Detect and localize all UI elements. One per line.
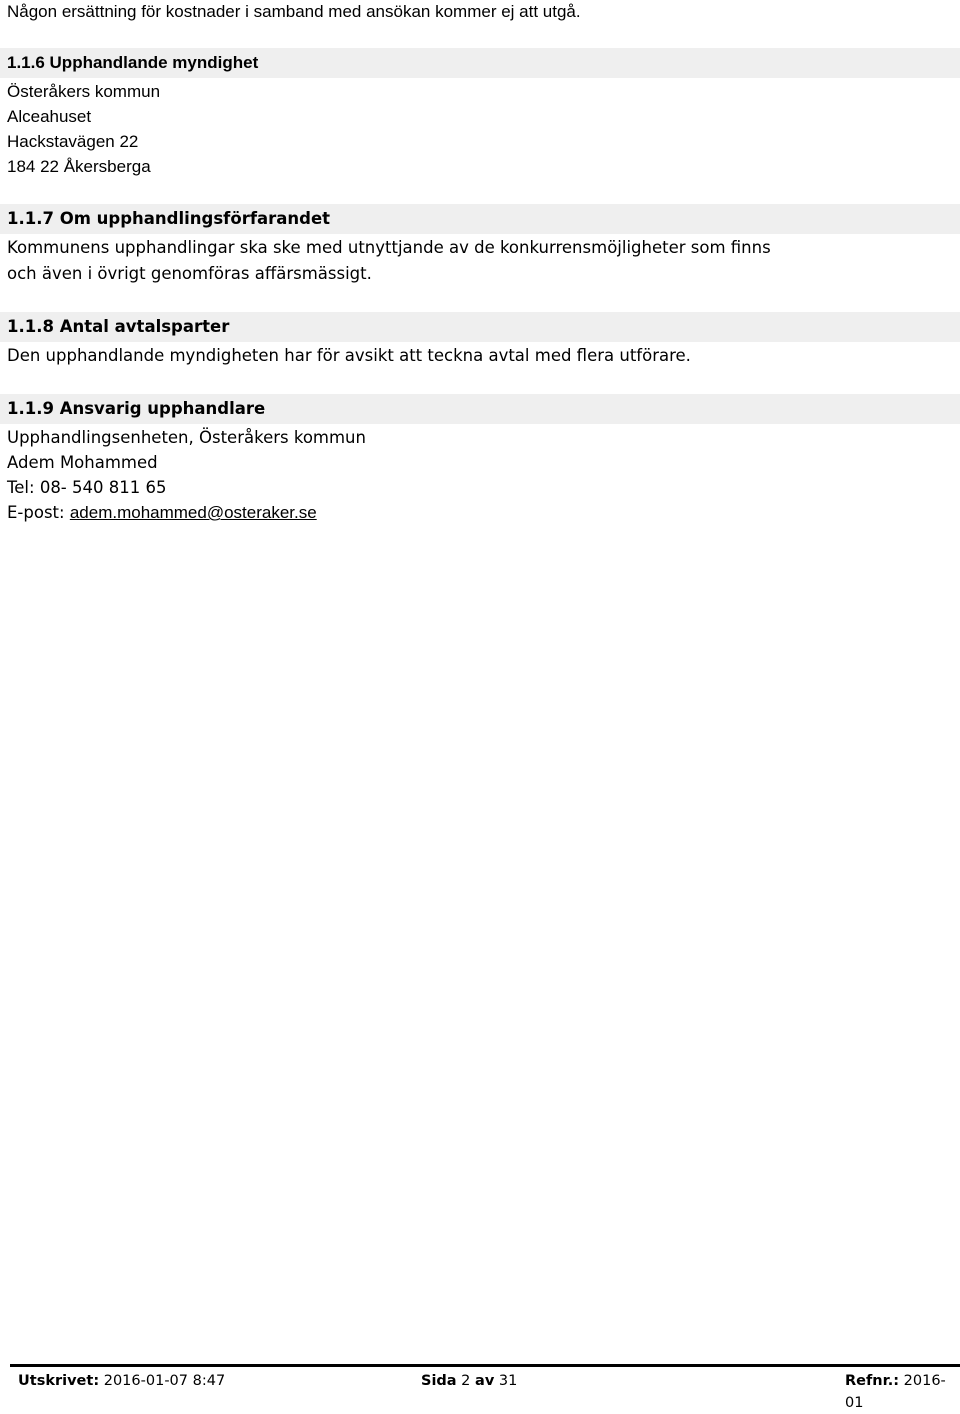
footer-printed	[18, 1370, 225, 1392]
authority-street: Hackstavägen 22	[7, 132, 139, 151]
procedure-text-line-2: och även i övrigt genomföras affärsmässigt.	[7, 264, 372, 283]
contact-email-row	[7, 501, 317, 525]
page-total: 31	[494, 1373, 518, 1389]
contact-phone: Tel: 08- 540 811 65	[7, 478, 167, 497]
page-of-label: av	[475, 1373, 495, 1389]
procurement-unit: Upphandlingsenheten, Österåkers kommun	[7, 428, 366, 447]
reference-value: 2016-01	[845, 1373, 946, 1411]
authority-postal: 184 22 Åkersberga	[7, 157, 151, 176]
contact-name: Adem Mohammed	[7, 453, 158, 472]
email-link[interactable]: adem.mohammed@osteraker.se	[69, 503, 317, 522]
footer-page-number	[421, 1370, 517, 1392]
printed-value: 2016-01-07 8:47	[99, 1373, 226, 1389]
reference-label: Refnr.:	[845, 1373, 900, 1389]
authority-name: Österåkers kommun	[7, 82, 161, 101]
email-label: E-post:	[7, 503, 70, 522]
procedure-text-line-1: Kommunens upphandlingar ska ske med utnyttjande av de konkurrensmöjligheter som finns	[7, 238, 771, 257]
section-heading-1-1-8: 1.1.8 Antal avtalsparter	[7, 317, 230, 336]
section-heading-1-1-6: 1.1.6 Upphandlande myndighet	[7, 53, 259, 72]
footer-reference	[845, 1370, 960, 1414]
contract-parties-text: Den upphandlande myndigheten har för avsikt att teckna avtal med flera utförare.	[7, 346, 691, 365]
page-label: Sida	[421, 1373, 457, 1389]
authority-building: Alceahuset	[7, 107, 92, 126]
section-heading-1-1-7: 1.1.7 Om upphandlingsförfarandet	[7, 209, 331, 228]
page-current: 2	[456, 1373, 476, 1389]
intro-text: Någon ersättning för kostnader i samband med ansökan kommer ej att utgå.	[7, 2, 581, 21]
section-heading-1-1-9: 1.1.9 Ansvarig upphandlare	[7, 399, 266, 418]
footer-divider	[10, 1364, 960, 1367]
page-footer	[0, 1370, 960, 1411]
printed-label: Utskrivet:	[18, 1373, 100, 1389]
